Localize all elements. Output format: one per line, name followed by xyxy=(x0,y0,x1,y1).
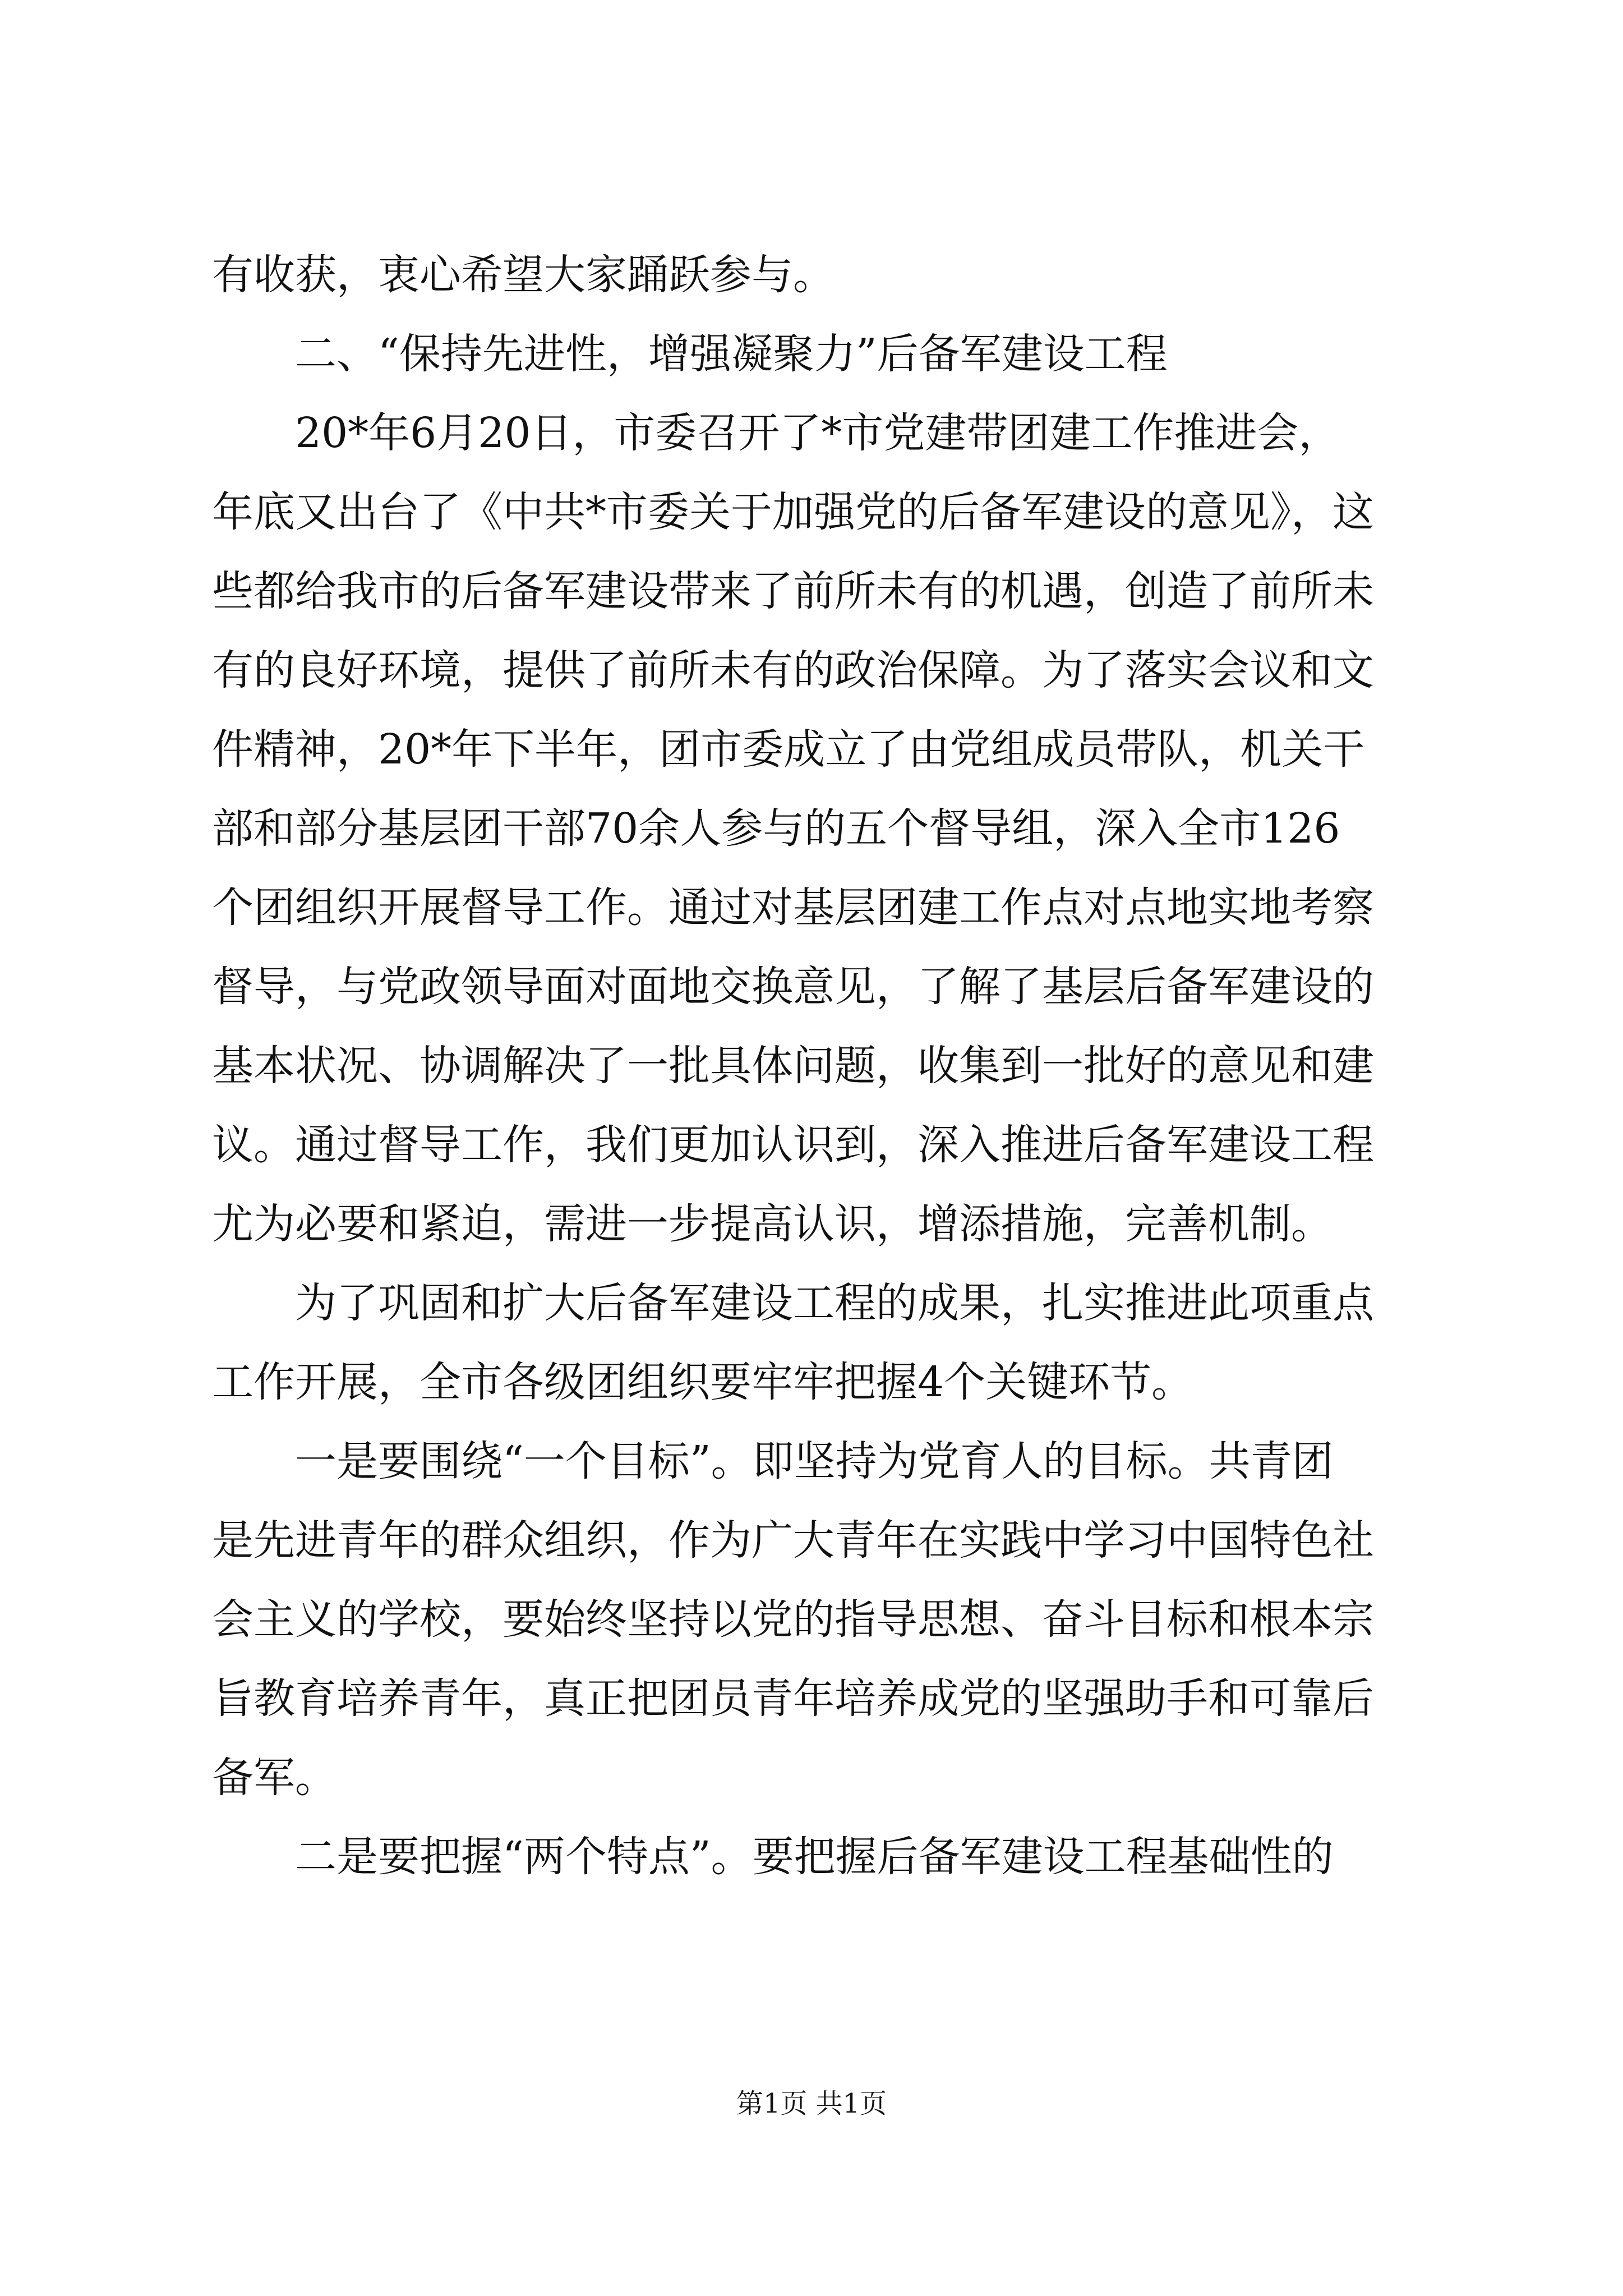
text-line: 有收获，衷心希望大家踊跃参与。 xyxy=(212,251,834,299)
text-line: 年底又出台了《中共*市委关于加强党的后备军建设的意见》，这 xyxy=(212,488,1374,536)
document-body xyxy=(212,236,1423,1897)
text-line: 备军。 xyxy=(212,1754,336,1802)
text-line: 部和部分基层团干部70余人参与的五个督导组，深入全市126 xyxy=(212,804,1340,853)
text-line: 个团组织开展督导工作。通过对基层团建工作点对点地实地考察 xyxy=(212,884,1374,932)
text-line: 有的良好环境，提供了前所未有的政治保障。为了落实会议和文 xyxy=(212,646,1374,694)
text-line: 20*年6月20日，市委召开了*市党建带团建工作推进会， xyxy=(212,409,1340,457)
text-line: 是先进青年的群众组织，作为广大青年在实践中学习中国特色社 xyxy=(212,1516,1374,1565)
text-line: 督导，与党政领导面对面地交换意见，了解了基层后备军建设的 xyxy=(212,963,1374,1011)
text-line: 一是要围绕“一个目标”。即坚持为党育人的目标。共青团 xyxy=(212,1437,1334,1485)
text-line: 二是要把握“两个特点”。要把握后备军建设工程基础性的 xyxy=(212,1833,1334,1881)
text-line: 工作开展，全市各级团组织要牢牢把握4个关键环节。 xyxy=(212,1358,1193,1406)
text-line: 件精神，20*年下半年，团市委成立了由党组成员带队，机关干 xyxy=(212,725,1365,774)
text-line: 会主义的学校，要始终坚持以党的指导思想、奋斗目标和根本宗 xyxy=(212,1595,1374,1644)
text-line: 为了巩固和扩大后备军建设工程的成果，扎实推进此项重点 xyxy=(212,1279,1374,1327)
page-number-footer: 第1页 共1页 xyxy=(736,2088,887,2119)
text-line: 议。通过督导工作，我们更加认识到，深入推进后备军建设工程 xyxy=(212,1121,1374,1169)
text-line: 旨教育培养青年，真正把团员青年培养成党的坚强助手和可靠后 xyxy=(212,1674,1374,1723)
section-heading: 二、“保持先进性，增强凝聚力”后备军建设工程 xyxy=(212,330,1168,378)
text-line: 基本状况、协调解决了一批具体问题，收集到一批好的意见和建 xyxy=(212,1042,1374,1090)
text-line: 些都给我市的后备军建设带来了前所未有的机遇，创造了前所未 xyxy=(212,567,1374,615)
text-line: 尤为必要和紧迫，需进一步提高认识，增添措施，完善机制。 xyxy=(212,1200,1332,1248)
